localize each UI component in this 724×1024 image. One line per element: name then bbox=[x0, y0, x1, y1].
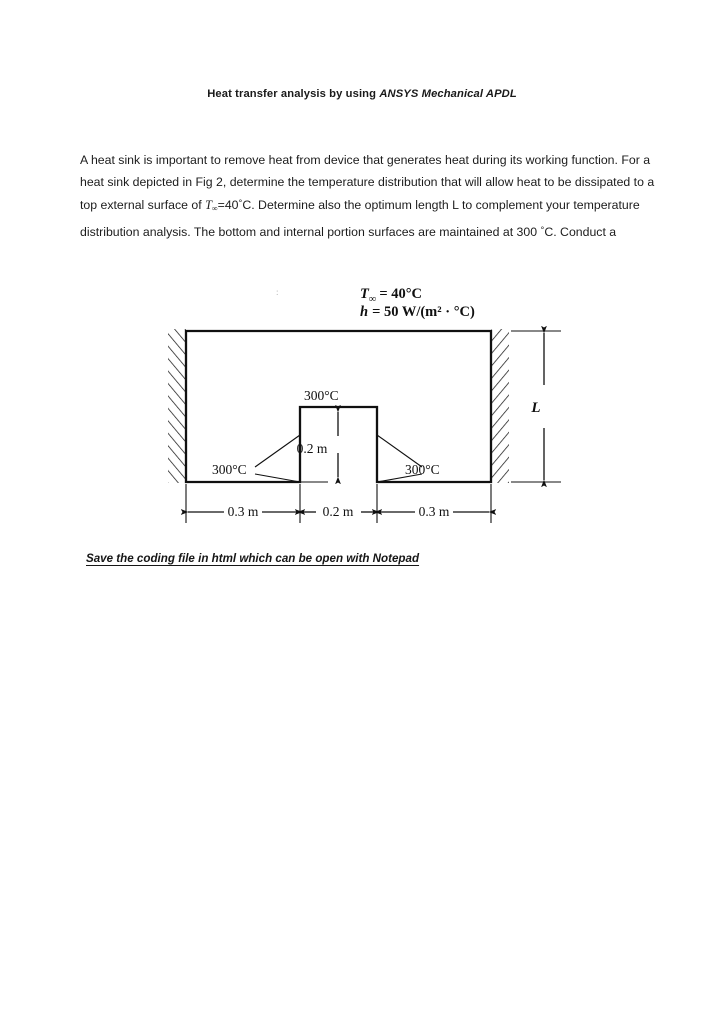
right-wall-hatching bbox=[491, 329, 509, 483]
paragraph-segment-1: A heat sink is important to remove heat from device that generates heat during its working function. For a heat sink depicted in Fig 2, determine the temperature distribution that will allow heat to be dissipated to a top external surface of bbox=[80, 153, 655, 213]
heat-sink-figure-svg bbox=[160, 275, 580, 530]
paragraph-segment-3: C. Determine also the optimum length L to complement your temperature distribution analysis. The bottom and internal portion surfaces are maintained at 300 bbox=[80, 198, 640, 239]
title-plain-text: Heat transfer analysis by using bbox=[207, 88, 380, 100]
temperature-symbol: T bbox=[205, 198, 212, 213]
T-value: = 40°C bbox=[379, 286, 423, 302]
T-subscript: ∞ bbox=[368, 294, 377, 305]
page-title bbox=[0, 88, 724, 100]
heat-sink-diagram bbox=[160, 275, 580, 530]
h-symbol: h bbox=[360, 304, 369, 320]
dim-right-width-label: 0.3 m bbox=[418, 504, 450, 519]
dim-left-width-label: 0.3 m bbox=[227, 504, 259, 519]
title-emphasis-text: ANSYS Mechanical APDL bbox=[379, 88, 517, 100]
stray-mark: : bbox=[276, 287, 279, 297]
paragraph-segment-4: C. Conduct a bbox=[544, 224, 617, 239]
left-wall-hatching bbox=[168, 329, 186, 483]
right-surface-temperature-label: 300°C bbox=[405, 462, 440, 477]
dim-center-width-label: 0.2 m bbox=[322, 504, 354, 519]
left-surface-temperature-label: 300°C bbox=[212, 462, 247, 477]
convection-coefficient-label bbox=[360, 304, 475, 320]
ambient-temperature-label bbox=[360, 286, 422, 305]
footer-instruction-note: Save the coding file in html which can be open with Notepad bbox=[86, 552, 420, 565]
degree-sign-1: ° bbox=[238, 198, 243, 209]
body-paragraph bbox=[80, 150, 658, 243]
block-top-temperature-label: 300°C bbox=[304, 388, 339, 403]
h-value: = 50 W/(m² · °C) bbox=[372, 304, 475, 320]
temperature-subscript: ∞ bbox=[211, 204, 218, 214]
paragraph-segment-2: =40 bbox=[217, 198, 239, 213]
block-height-dimension-label: 0.2 m bbox=[296, 441, 328, 456]
degree-sign-2: ° bbox=[540, 224, 545, 236]
L-dimension-label: L bbox=[531, 400, 541, 416]
T-symbol: T bbox=[360, 286, 369, 302]
